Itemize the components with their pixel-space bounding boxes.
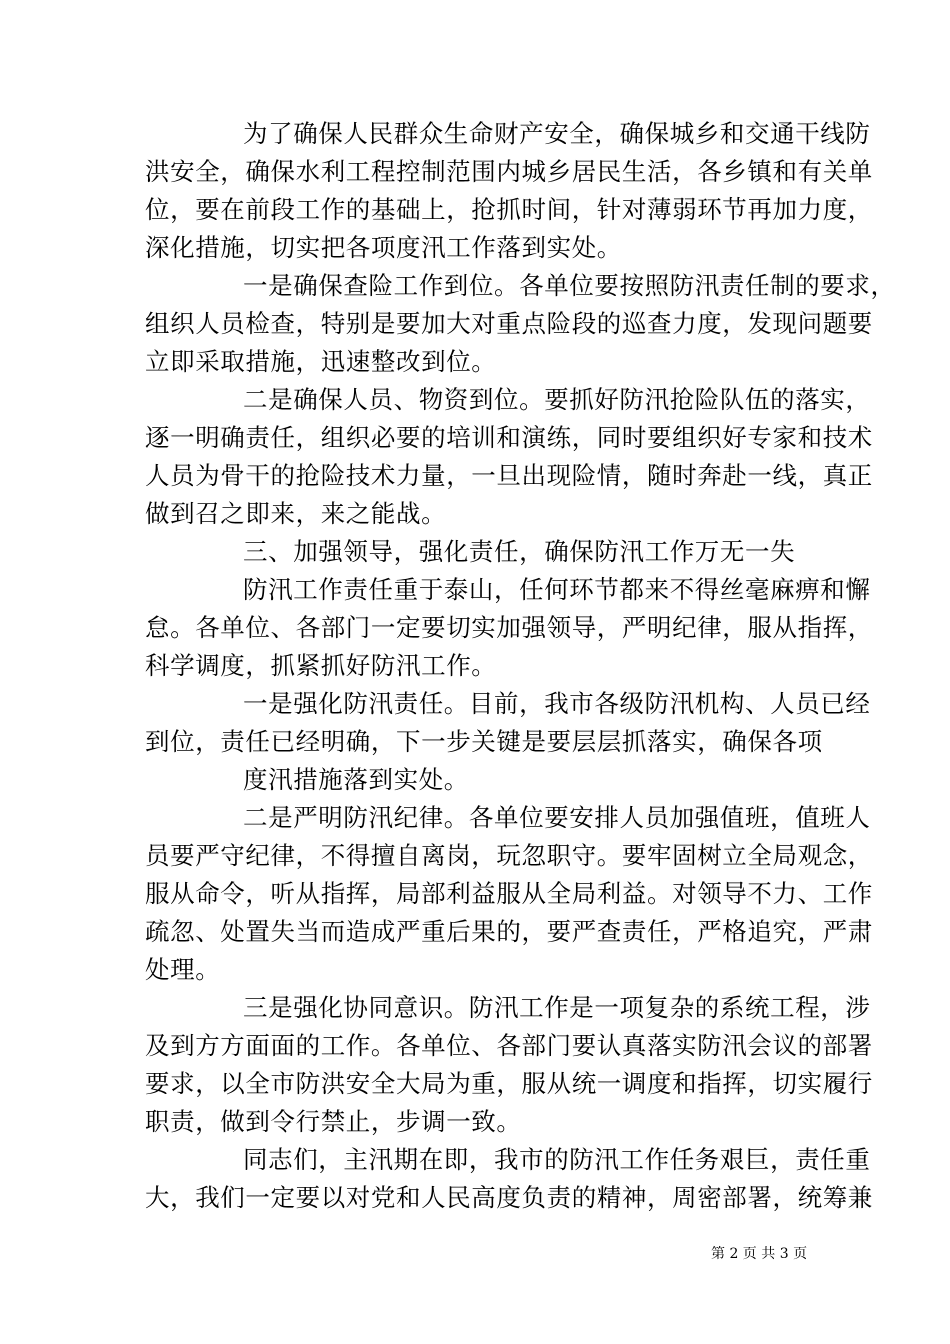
text-line: 员要严守纪律，不得擅自离岗，玩忽职守。要牢固树立全局观念， (145, 841, 873, 870)
text-line: 疏忽、处置失当而造成严重后果的，要严查责任，严格追究，严肃 (145, 917, 873, 946)
text-line: 到位，责任已经明确，下一步关键是要层层抓落实，确保各项 (145, 727, 823, 756)
text-line: 科学调度，抓紧抓好防汛工作。 (145, 651, 497, 680)
text-line: 及到方方面面的工作。各单位、各部门要认真落实防汛会议的部署 (145, 1031, 873, 1060)
text-line: 二是确保人员、物资到位。要抓好防汛抢险队伍的落实， (243, 385, 871, 414)
text-line: 做到召之即来，来之能战。 (145, 499, 447, 528)
text-line: 立即采取措施，迅速整改到位。 (145, 347, 497, 376)
text-line: 服从命令，听从指挥，局部利益服从全局利益。对领导不力、工作 (145, 879, 873, 908)
text-line: 三是强化协同意识。防汛工作是一项复杂的系统工程，涉 (243, 993, 871, 1022)
text-line: 同志们，主汛期在即，我市的防汛工作任务艰巨，责任重 (243, 1145, 871, 1174)
text-line: 为了确保人民群众生命财产安全，确保城乡和交通干线防 (243, 119, 871, 148)
page-number-footer: 第 2 页 共 3 页 (711, 1246, 808, 1262)
text-line: 职责，做到令行禁止，步调一致。 (145, 1107, 522, 1136)
text-line: 大，我们一定要以对党和人民高度负责的精神，周密部署，统筹兼 (145, 1183, 873, 1212)
text-line: 洪安全，确保水利工程控制范围内城乡居民生活，各乡镇和有关单 (145, 157, 873, 186)
text-line: 度汛措施落到实处。 (243, 765, 469, 794)
text-line: 处理。 (145, 955, 221, 984)
text-line: 一是确保查险工作到位。各单位要按照防汛责任制的要求， (243, 271, 896, 300)
section-heading: 三、加强领导，强化责任，确保防汛工作万无一失 (243, 537, 796, 566)
text-line: 要求，以全市防洪安全大局为重，服从统一调度和指挥，切实履行 (145, 1069, 873, 1098)
text-line: 二是严明防汛纪律。各单位要安排人员加强值班，值班人 (243, 803, 871, 832)
text-line: 一是强化防汛责任。目前，我市各级防汛机构、人员已经 (243, 689, 871, 718)
text-line: 深化措施，切实把各项度汛工作落到实处。 (145, 233, 622, 262)
text-line: 防汛工作责任重于泰山，任何环节都来不得丝毫麻痹和懈 (243, 575, 871, 604)
text-line: 怠。各单位、各部门一定要切实加强领导，严明纪律，服从指挥， (145, 613, 873, 642)
text-line: 组织人员检查，特别是要加大对重点险段的巡查力度，发现问题要 (145, 309, 873, 338)
text-line: 位，要在前段工作的基础上，抢抓时间，针对薄弱环节再加力度， (145, 195, 873, 224)
text-line: 逐一明确责任，组织必要的培训和演练，同时要组织好专家和技术 (145, 423, 873, 452)
text-line: 人员为骨干的抢险技术力量，一旦出现险情，随时奔赴一线，真正 (145, 461, 873, 490)
